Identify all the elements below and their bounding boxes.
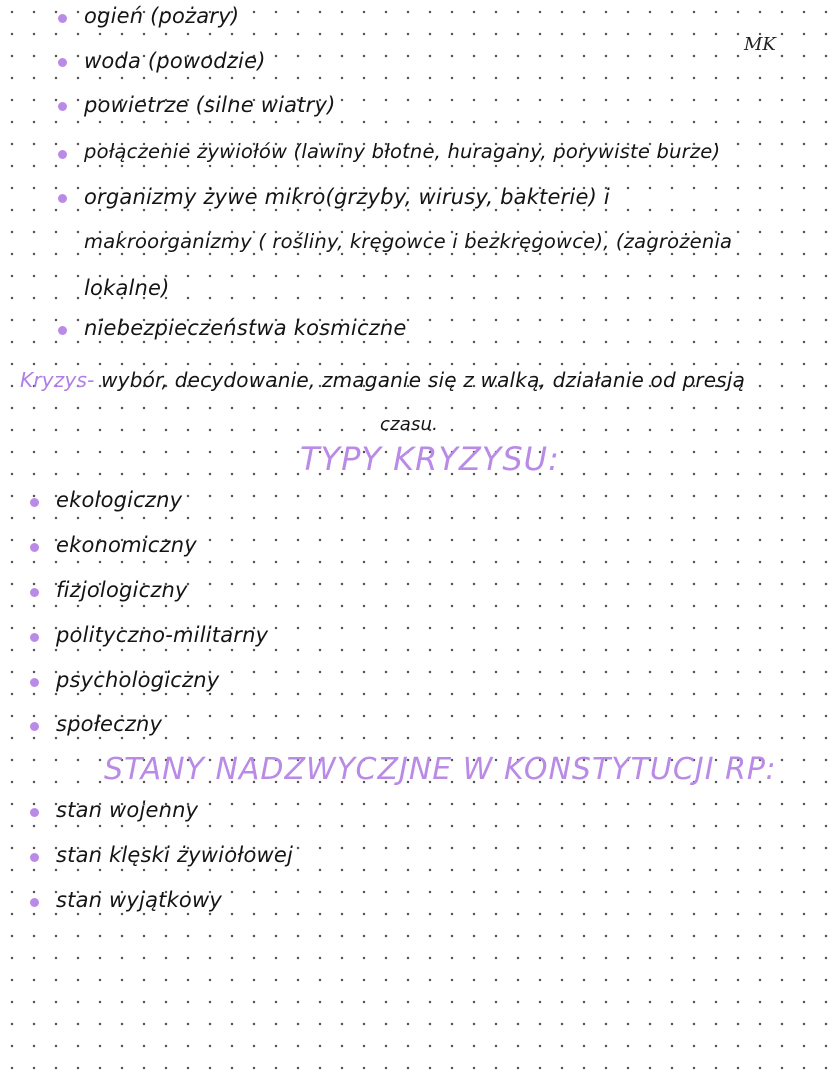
- list-item: psychologiczny: [56, 668, 220, 692]
- list-item: społeczny: [56, 712, 163, 736]
- bullet-icon: [30, 543, 39, 552]
- bullet-icon: [58, 58, 67, 67]
- crisis-definition-line: [20, 368, 745, 392]
- bullet-icon: [30, 633, 39, 642]
- emergency-states-heading: STANY NADZWYCZJNE W KONSTYTUCJI RP:: [104, 752, 777, 787]
- crisis-definition-text: wybór, decydowanie, zmaganie się z walką, działanie od presją: [101, 368, 746, 392]
- bullet-icon: [30, 588, 39, 597]
- crisis-types-heading: TYPY KRYZYSU:: [300, 440, 560, 478]
- list-item: ekologiczny: [56, 488, 183, 512]
- bullet-icon: [58, 326, 67, 335]
- list-item: polityczno-militarny: [56, 623, 269, 647]
- crisis-definition-continuation: czasu.: [380, 414, 439, 435]
- bullet-icon: [30, 808, 39, 817]
- author-initials: MK: [744, 34, 776, 55]
- list-item: stan klęski żywiołowej: [56, 843, 294, 867]
- bullet-icon: [30, 898, 39, 907]
- list-item: ogień (pożary): [84, 4, 240, 28]
- list-item: powietrze (silne wiatry): [84, 93, 336, 117]
- bullet-icon: [30, 722, 39, 731]
- list-item: stan wojenny: [56, 798, 199, 822]
- bullet-icon: [58, 102, 67, 111]
- list-item: połączenie żywiołów (lawiny błotne, huragany, porywiste burze): [84, 140, 721, 163]
- list-item: niebezpieczeństwa kosmiczne: [84, 316, 407, 340]
- list-item: woda (powodzie): [84, 49, 266, 73]
- bullet-icon: [30, 678, 39, 687]
- list-item-continuation: lokalne): [84, 276, 170, 300]
- bullet-icon: [30, 498, 39, 507]
- crisis-term: Kryzys-: [20, 368, 95, 392]
- list-item-continuation: makroorganizmy ( rośliny, kręgowce i bezkręgowce), (zagrożenia: [84, 230, 733, 253]
- bullet-icon: [58, 194, 67, 203]
- bullet-icon: [58, 14, 67, 23]
- bullet-icon: [58, 150, 67, 159]
- list-item: organizmy żywe mikro(grzyby, wirusy, bakterie) i: [84, 185, 610, 209]
- list-item: stan wyjątkowy: [56, 888, 222, 912]
- list-item: ekonomiczny: [56, 533, 197, 557]
- bullet-icon: [30, 853, 39, 862]
- list-item: fizjologiczny: [56, 578, 188, 602]
